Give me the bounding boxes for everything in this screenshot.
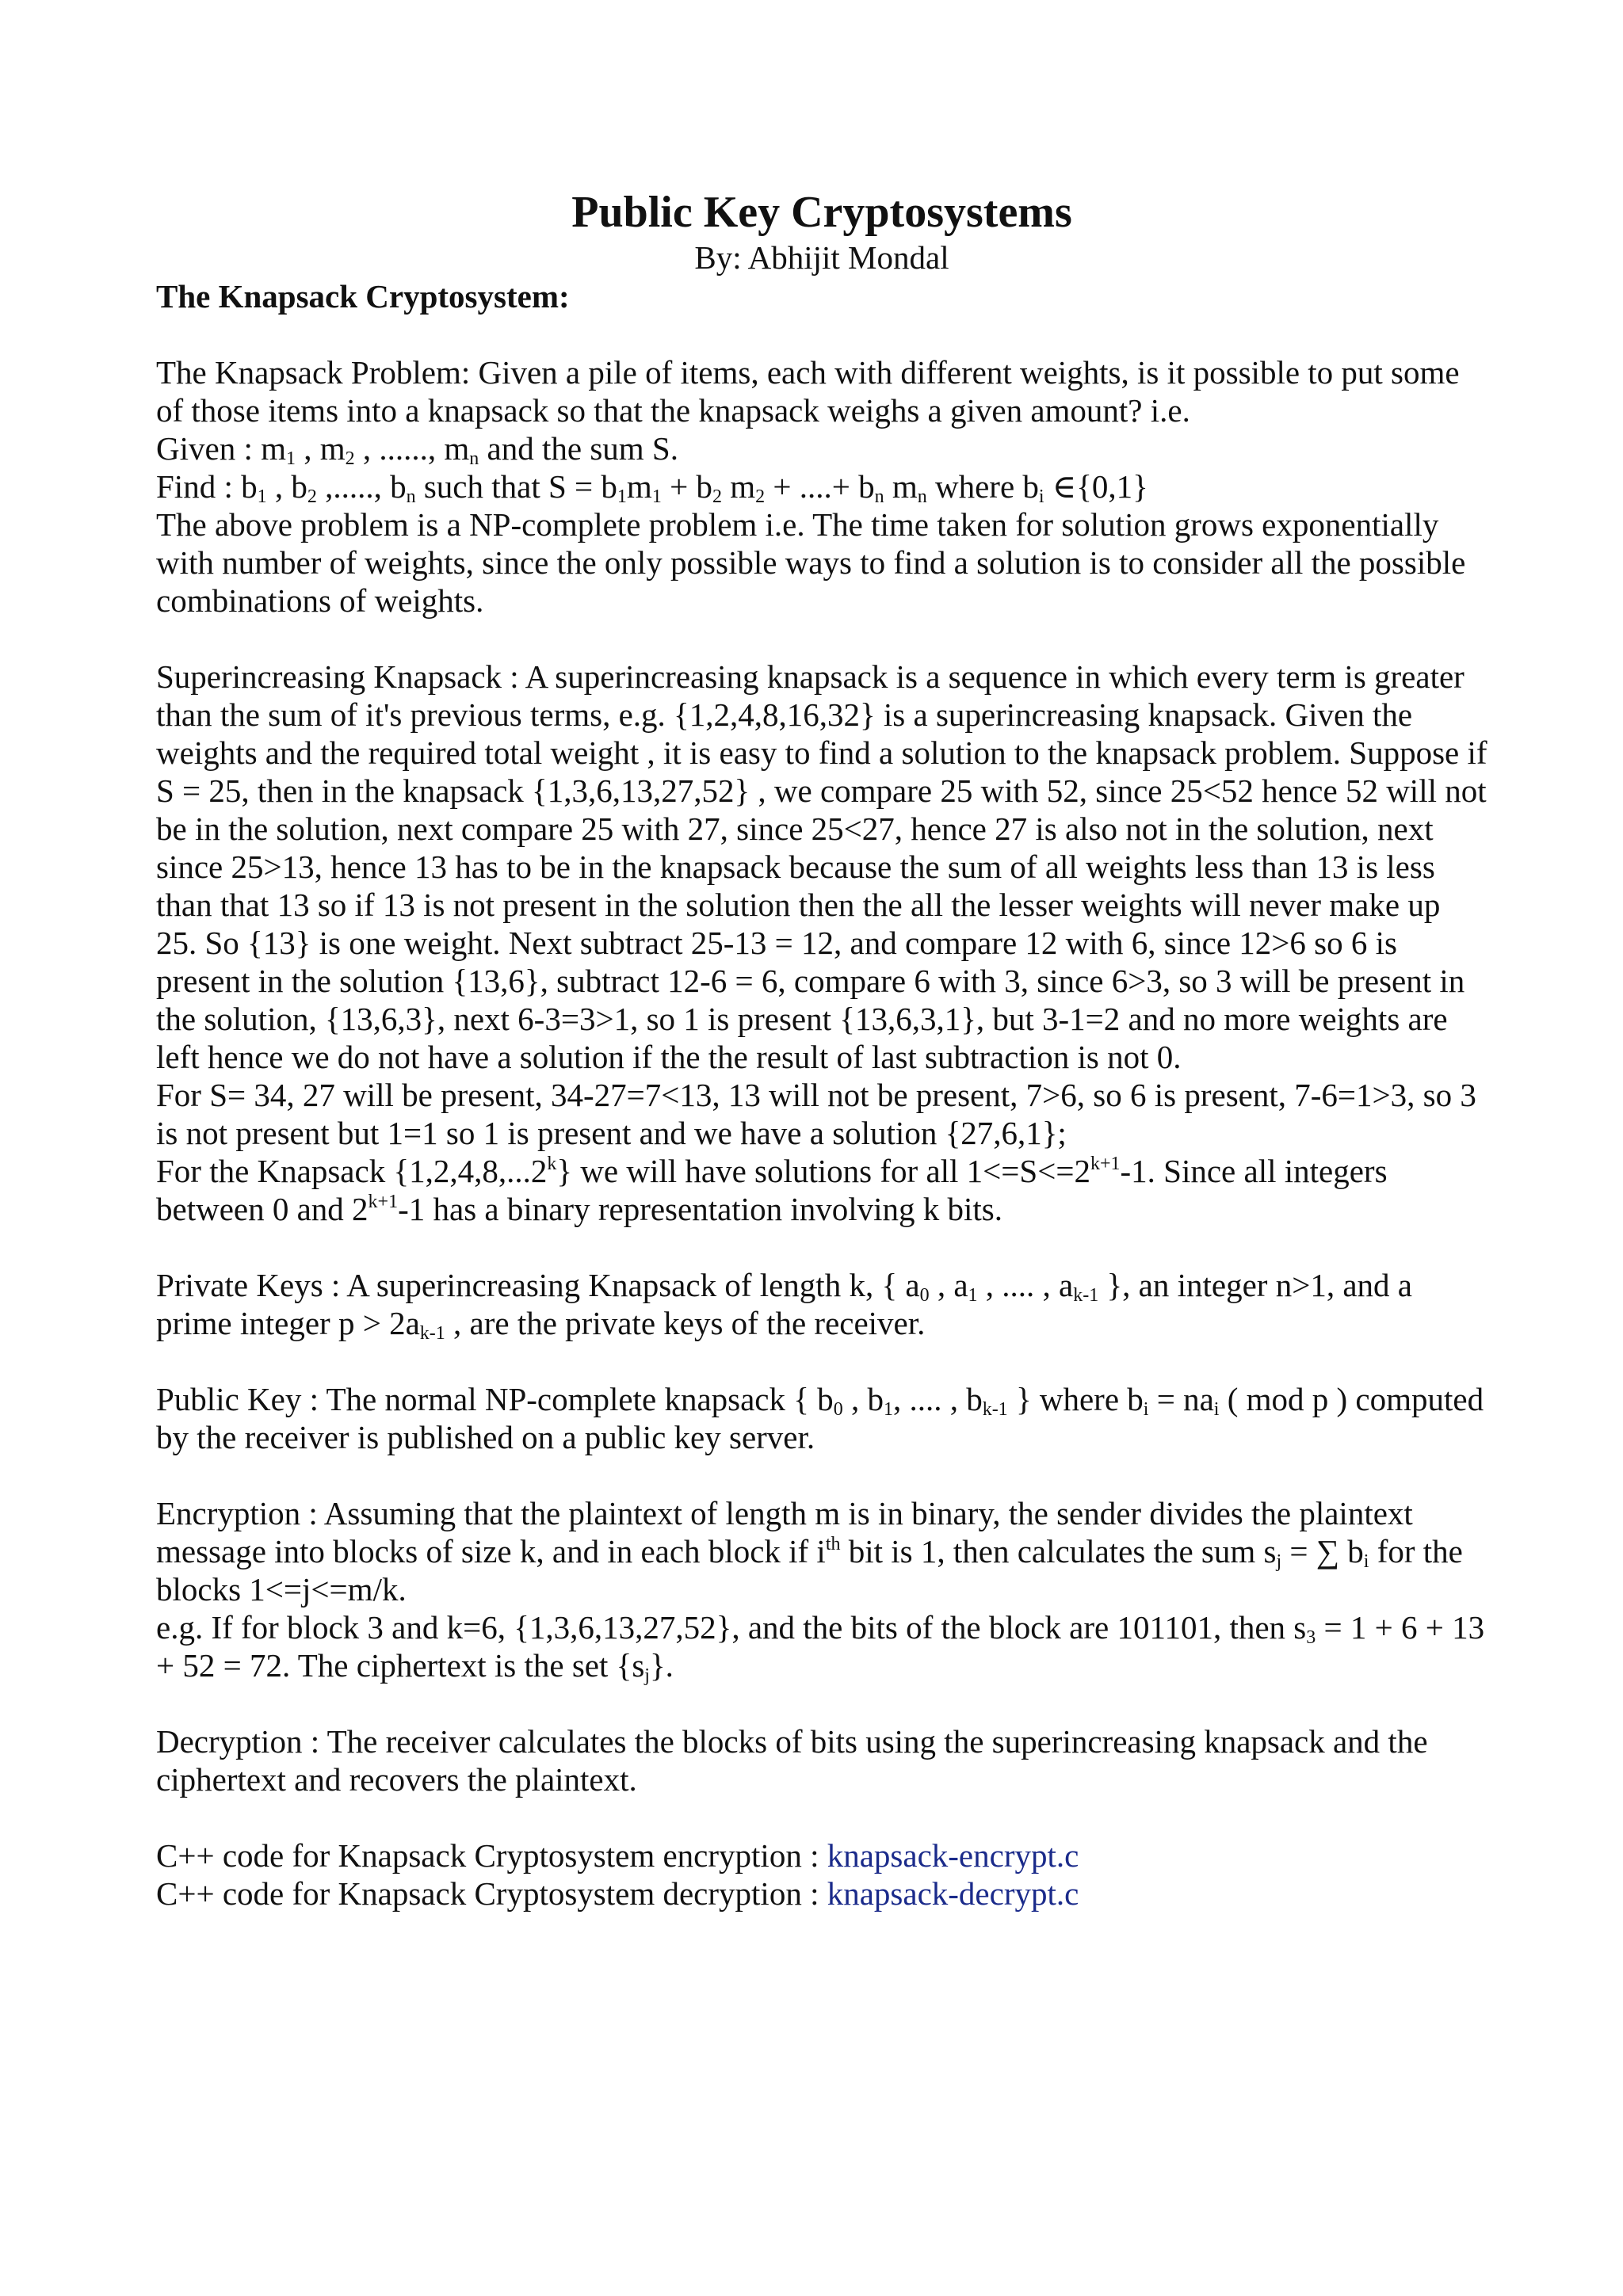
- document-page: [156, 187, 1487, 1913]
- superincreasing-section: [156, 658, 1487, 1228]
- knapsack-encrypt-link[interactable]: knapsack-encrypt.c: [827, 1837, 1079, 1874]
- spacer: [156, 620, 1487, 658]
- np-complete-text: The above problem is a NP-complete problem i.e. The time taken for solution grows exponentially with number of weights, since the only possible ways to find a solution is to consider all the possible combinations of weights.: [156, 506, 1466, 619]
- code-links-section: [156, 1836, 1487, 1913]
- encryption-example: e.g. If for block 3 and k=6, {1,3,6,13,27,52}, and the bits of the block are 101101, then $s_3 = 1 + 6 + 13 + 52 = 72$. The ciphertext is the set $\{s_j\}$.: [156, 1609, 1485, 1686]
- spacer: [156, 1684, 1487, 1722]
- encrypt-code-line: [156, 1836, 1487, 1875]
- spacer: [156, 1798, 1487, 1836]
- superincreasing-paragraph: Superincreasing Knapsack : A superincreasing knapsack is a sequence in which every term is greater than the sum of it's previous terms, e.g. {1,2,4,8,16,32} is a superincreasing knapsack. Given the weights and the required total weight , it is easy to find a solution to the knapsack problem. Suppose if S = 25, then in the knapsack {1,3,6,13,27,52} , we compare 25 with 52, since 25<52 hence 52 will not be in the solution, next compare 25 with 27, since 25<27, hence 27 is also not in the solution, next since 25>13, hence 13 has to be in the knapsack because the sum of all weights less than 13 is less than that 13 so if 13 is not present in the solution then the all the lesser weights will never make up 25. So {13} is one weight. Next subtract 25-13 = 12, and compare 12 with 6, since 12>6 so 6 is present in the solution {13,6}, subtract 12-6 = 6, compare 6 with 3, since 6>3, so 3 will be present in the solution, {13,6,3}, next 6-3=3>1, so 1 is present {13,6,3,1}, but 3-1=2 and no more weights are left hence we do not have a solution if the the result of last subtraction is not 0.: [156, 658, 1487, 1075]
- find-line: Find : $b_1$ , $b_2$ ,....., $b_n$ such that $S = b_1m_1 + b_2$ $m_2$ + ....+ $b_n$ $m_n$ where $b_i$ ∈{0,1}: [156, 468, 1148, 507]
- example-s34: For S= 34, 27 will be present, 34-27=7<13, 13 will not be present, 7>6, so 6 is present, 7-6=1>3, so 3 is not present but 1=1 so 1 is present and we have a solution {27,6,1};: [156, 1077, 1476, 1151]
- spacer: [156, 1342, 1487, 1380]
- decryption-paragraph: Decryption : The receiver calculates the blocks of bits using the superincreasing knapsack and the ciphertext and recovers the plaintext.: [156, 1723, 1428, 1798]
- page-title: Public Key Cryptosystems: [571, 188, 1072, 237]
- decrypt-code-line: [156, 1875, 1487, 1913]
- knapsack-problem-section: [156, 353, 1487, 620]
- encryption-section: [156, 1494, 1487, 1684]
- spacer: [156, 1456, 1487, 1494]
- decrypt-code-label: C++ code for Knapsack Cryptosystem decryption :: [156, 1875, 827, 1912]
- knapsack-problem-intro: The Knapsack Problem: Given a pile of items, each with different weights, is it possible to put some of those items into a knapsack so that the knapsack weighs a given amount? i.e.: [156, 354, 1460, 429]
- public-key-paragraph: Public Key : The normal NP-complete knapsack { $b_0$ , $b_1$, .... , $b_{k-1}$ } where $b_i = na_i$ ( mod p ) computed by the receiver is published on a public key server.: [156, 1381, 1484, 1455]
- encrypt-code-label: C++ code for Knapsack Cryptosystem encryption :: [156, 1837, 827, 1874]
- knapsack-decrypt-link[interactable]: knapsack-decrypt.c: [827, 1875, 1079, 1912]
- encryption-paragraph: Encryption : Assuming that the plaintext of length m is in binary, the sender divides the plaintext message into blocks of size k, and in each block if $i^{th}$ bit is 1, then calculates the sum $s_j$ = ∑ $b_i$ for the blocks 1<=j<=m/k.: [156, 1495, 1463, 1608]
- given-line: Given : $m_1$ , $m_2$ , ......, $m_n$ and the sum S.: [156, 430, 678, 469]
- binary-knapsack-text: For the Knapsack {1,2,4,8,...2$^k$} we will have solutions for all $1<=S<=2^{k+1}-1$. Since all integers between 0 and $2^{k+1}-1$ has a binary representation involving k bits.: [156, 1153, 1388, 1227]
- section-heading: The Knapsack Cryptosystem:: [156, 278, 570, 315]
- spacer: [156, 315, 1487, 353]
- private-keys-paragraph: Private Keys : A superincreasing Knapsack of length k, { $a_0$ , $a_1$ , .... , $a_{k-1}$ }, an integer n>1, and a prime integer $p > 2a_{k-1}$ , are the private keys of the receiver.: [156, 1267, 1412, 1344]
- spacer: [156, 1228, 1487, 1266]
- author-line: By: Abhijit Mondal: [694, 239, 949, 276]
